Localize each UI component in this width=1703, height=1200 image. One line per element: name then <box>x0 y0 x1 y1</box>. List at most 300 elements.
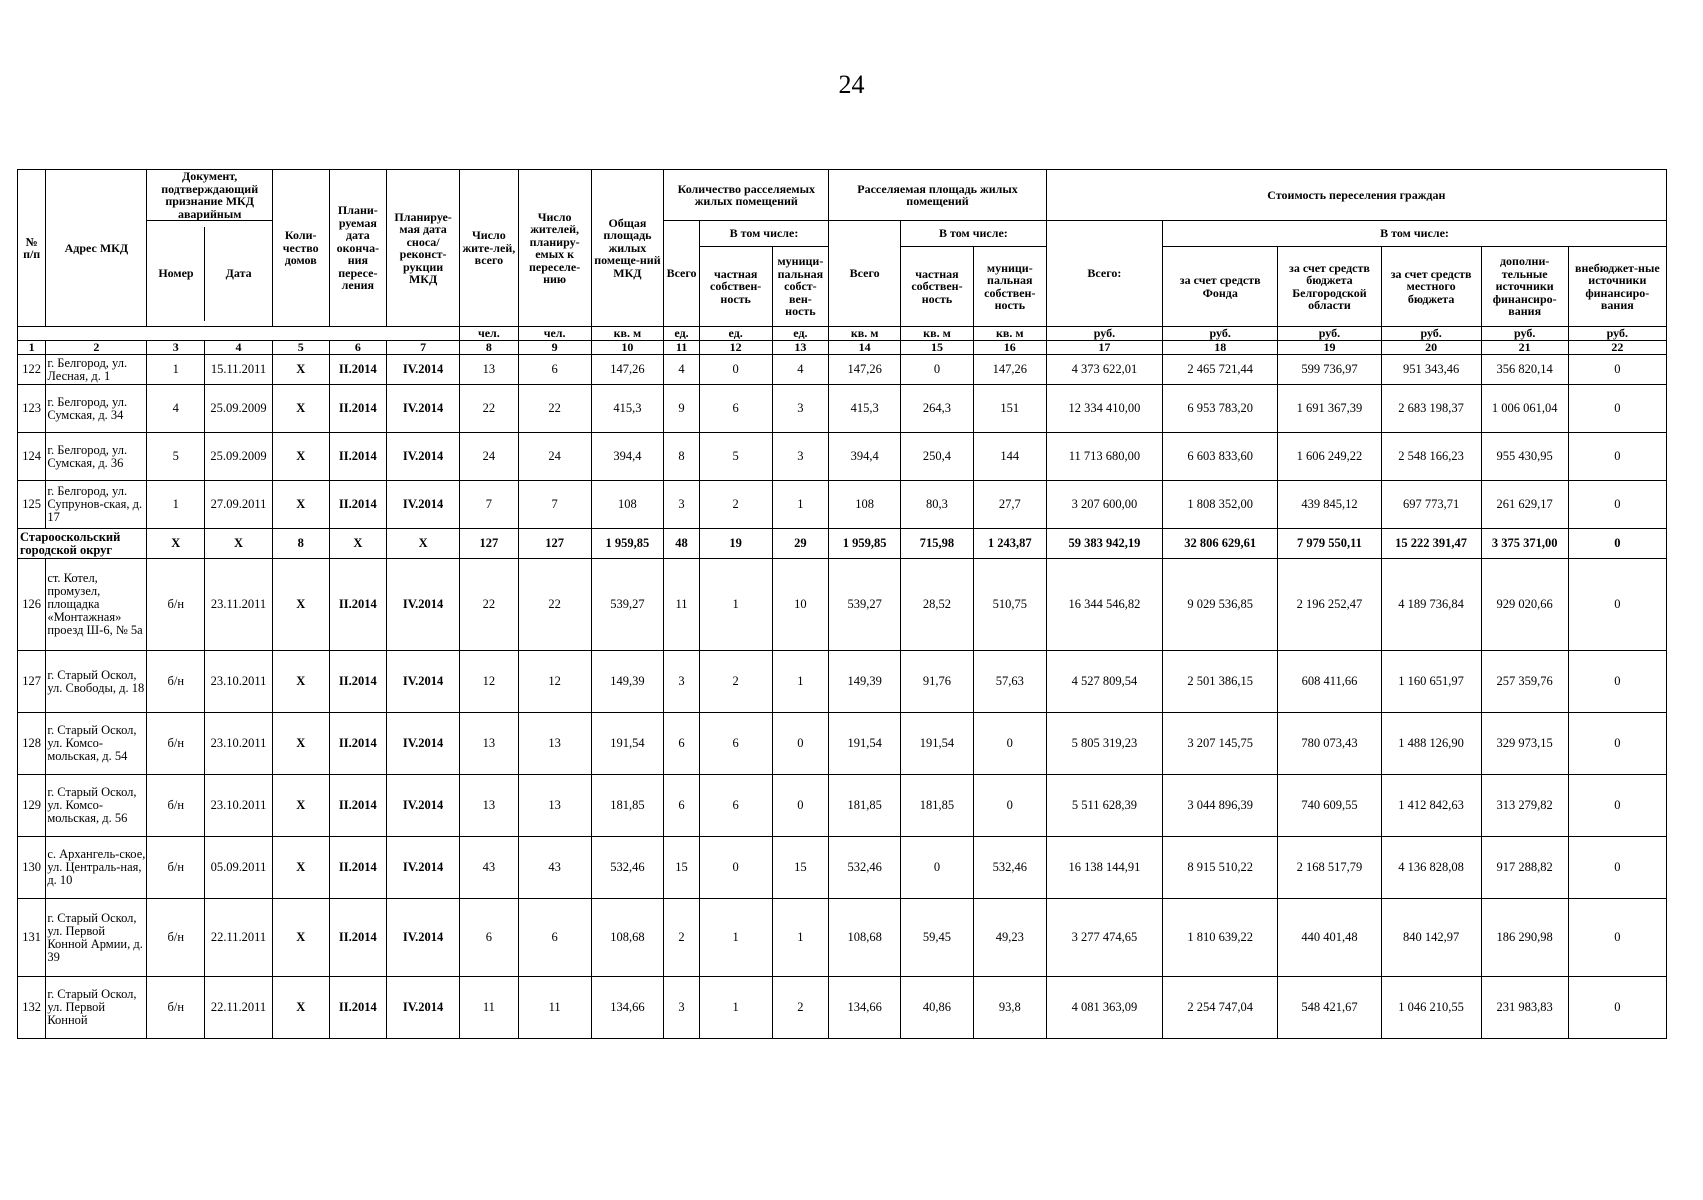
cell-demol: IV.2014 <box>387 899 460 977</box>
row-address: г. Белгород, ул. Супрунов-ская, д. 17 <box>46 481 147 529</box>
row-address: с. Архангель-ское, ул. Централь-ная, д. 10 <box>46 837 147 899</box>
cell-c-reg: 2 196 252,47 <box>1278 559 1381 651</box>
unit-cell: чел. <box>518 327 591 341</box>
column-number: 21 <box>1481 341 1568 355</box>
cell-end: II.2014 <box>329 977 387 1039</box>
cell-area: 191,54 <box>591 713 664 775</box>
header-area-municipal: муници-пальная собствен-ность <box>973 247 1046 327</box>
subtotal-demol: X <box>387 529 460 559</box>
cell-doc: б/н <box>147 837 205 899</box>
cell-c-loc: 4 136 828,08 <box>1381 837 1481 899</box>
cell-a-all: 108,68 <box>829 899 901 977</box>
unit-cell: руб. <box>1481 327 1568 341</box>
cell-p-mun: 10 <box>772 559 829 651</box>
subtotal-houses: 8 <box>272 529 329 559</box>
cell-c-off: 0 <box>1568 899 1666 977</box>
cell-houses: X <box>272 899 329 977</box>
cell-c-fund: 2 501 386,15 <box>1163 651 1278 713</box>
cell-p-all: 8 <box>664 433 699 481</box>
cell-a-mun: 532,46 <box>973 837 1046 899</box>
cell-res: 13 <box>460 355 519 385</box>
row-number: 131 <box>18 899 46 977</box>
header-area-total: Всего <box>829 221 901 327</box>
cell-a-priv: 181,85 <box>901 775 974 837</box>
column-number: 18 <box>1163 341 1278 355</box>
cell-doc: б/н <box>147 899 205 977</box>
cell-houses: X <box>272 775 329 837</box>
header-residents: Число жите-лей, всего <box>460 170 519 327</box>
column-number: 22 <box>1568 341 1666 355</box>
cell-date: 23.11.2011 <box>205 559 273 651</box>
cell-c-off: 0 <box>1568 481 1666 529</box>
cell-c-fund: 9 029 536,85 <box>1163 559 1278 651</box>
cell-c-off: 0 <box>1568 355 1666 385</box>
row-number: 128 <box>18 713 46 775</box>
cell-c-reg: 440 401,48 <box>1278 899 1381 977</box>
column-number: 10 <box>591 341 664 355</box>
cell-demol: IV.2014 <box>387 433 460 481</box>
column-number: 8 <box>460 341 519 355</box>
header-area-incl: В том числе: <box>901 221 1047 247</box>
cell-end: II.2014 <box>329 559 387 651</box>
unit-cell: руб. <box>1381 327 1481 341</box>
cell-c-loc: 1 046 210,55 <box>1381 977 1481 1039</box>
cell-demol: IV.2014 <box>387 977 460 1039</box>
row-number: 126 <box>18 559 46 651</box>
cell-c-off: 0 <box>1568 837 1666 899</box>
subtotal-p-mun: 29 <box>772 529 829 559</box>
cell-res-pl: 11 <box>518 977 591 1039</box>
column-number: 15 <box>901 341 974 355</box>
cell-demol: IV.2014 <box>387 559 460 651</box>
subtotal-a-all: 1 959,85 <box>829 529 901 559</box>
column-number: 16 <box>973 341 1046 355</box>
cell-demol: IV.2014 <box>387 481 460 529</box>
unit-cell: кв. м <box>591 327 664 341</box>
cell-a-mun: 147,26 <box>973 355 1046 385</box>
subtotal-name: Старооскольский городской округ <box>18 529 147 559</box>
header-doc-group: Документ, подтверждающий признание МКД аварийным <box>147 170 272 221</box>
table-row <box>18 433 1667 481</box>
header-cost-fund: за счет средств Фонда <box>1163 247 1278 327</box>
cell-a-priv: 80,3 <box>901 481 974 529</box>
cell-res: 24 <box>460 433 519 481</box>
cell-area: 108,68 <box>591 899 664 977</box>
subtotal-c-all: 59 383 942,19 <box>1046 529 1162 559</box>
cell-demol: IV.2014 <box>387 713 460 775</box>
cell-a-mun: 0 <box>973 775 1046 837</box>
cell-p-mun: 2 <box>772 977 829 1039</box>
row-address: г. Старый Оскол, ул. Свободы, д. 18 <box>46 651 147 713</box>
cell-c-fund: 6 603 833,60 <box>1163 433 1278 481</box>
cell-p-priv: 5 <box>699 433 772 481</box>
header-residents-planned: Число жителей, планиру-емых к переселе-нию <box>518 170 591 327</box>
row-number: 122 <box>18 355 46 385</box>
cell-p-mun: 0 <box>772 713 829 775</box>
cell-p-all: 2 <box>664 899 699 977</box>
subtotal-date: X <box>205 529 273 559</box>
subtotal-c-loc: 15 222 391,47 <box>1381 529 1481 559</box>
units-row <box>18 327 1667 341</box>
header-total-area: Общая площадь жилых помеще-ний МКД <box>591 170 664 327</box>
cell-c-extra: 1 006 061,04 <box>1481 385 1568 433</box>
cell-area: 415,3 <box>591 385 664 433</box>
cell-a-priv: 59,45 <box>901 899 974 977</box>
cell-a-all: 394,4 <box>829 433 901 481</box>
cell-p-priv: 1 <box>699 559 772 651</box>
cell-end: II.2014 <box>329 481 387 529</box>
cell-doc: 1 <box>147 355 205 385</box>
cell-c-extra: 356 820,14 <box>1481 355 1568 385</box>
cell-c-reg: 1 606 249,22 <box>1278 433 1381 481</box>
cell-p-all: 3 <box>664 481 699 529</box>
cell-area: 394,4 <box>591 433 664 481</box>
cell-a-all: 191,54 <box>829 713 901 775</box>
table-body <box>18 355 1667 1039</box>
cell-p-priv: 6 <box>699 385 772 433</box>
row-address: г. Белгород, ул. Сумская, д. 36 <box>46 433 147 481</box>
cell-p-mun: 0 <box>772 775 829 837</box>
header-premises-private: частная собствен-ность <box>699 247 772 327</box>
column-number: 14 <box>829 341 901 355</box>
cell-p-priv: 6 <box>699 713 772 775</box>
header-cost-total: Всего: <box>1046 221 1162 327</box>
cell-end: II.2014 <box>329 355 387 385</box>
cell-c-reg: 740 609,55 <box>1278 775 1381 837</box>
cell-doc: 5 <box>147 433 205 481</box>
row-number: 132 <box>18 977 46 1039</box>
cell-c-loc: 840 142,97 <box>1381 899 1481 977</box>
cell-p-mun: 3 <box>772 385 829 433</box>
cell-c-loc: 951 343,46 <box>1381 355 1481 385</box>
row-address: г. Белгород, ул. Лесная, д. 1 <box>46 355 147 385</box>
cell-demol: IV.2014 <box>387 385 460 433</box>
cell-c-fund: 2 465 721,44 <box>1163 355 1278 385</box>
cell-a-priv: 91,76 <box>901 651 974 713</box>
cell-doc: б/н <box>147 775 205 837</box>
subtotal-p-all: 48 <box>664 529 699 559</box>
table-row <box>18 385 1667 433</box>
column-number: 11 <box>664 341 699 355</box>
cell-c-fund: 6 953 783,20 <box>1163 385 1278 433</box>
column-number: 6 <box>329 341 387 355</box>
cell-p-priv: 1 <box>699 899 772 977</box>
header-area-private: частная собствен-ность <box>901 247 974 327</box>
row-number: 129 <box>18 775 46 837</box>
cell-res-pl: 6 <box>518 899 591 977</box>
cell-c-reg: 2 168 517,79 <box>1278 837 1381 899</box>
cell-end: II.2014 <box>329 899 387 977</box>
unit-cell: руб. <box>1278 327 1381 341</box>
row-address: г. Старый Оскол, ул. Первой Конной <box>46 977 147 1039</box>
cell-c-off: 0 <box>1568 651 1666 713</box>
header-planned-end: Плани-руемая дата оконча-ния пересе-ления <box>329 170 387 327</box>
row-number: 124 <box>18 433 46 481</box>
cell-end: II.2014 <box>329 651 387 713</box>
cell-p-all: 9 <box>664 385 699 433</box>
cell-houses: X <box>272 355 329 385</box>
cell-p-priv: 0 <box>699 837 772 899</box>
cell-date: 23.10.2011 <box>205 775 273 837</box>
unit-cell: ед. <box>664 327 699 341</box>
cell-a-all: 539,27 <box>829 559 901 651</box>
subtotal-a-mun: 1 243,87 <box>973 529 1046 559</box>
cell-c-fund: 2 254 747,04 <box>1163 977 1278 1039</box>
cell-c-all: 16 344 546,82 <box>1046 559 1162 651</box>
header-houses-count: Коли-чество домов <box>272 170 329 327</box>
cell-houses: X <box>272 713 329 775</box>
column-number: 7 <box>387 341 460 355</box>
cell-date: 25.09.2009 <box>205 433 273 481</box>
cell-c-off: 0 <box>1568 385 1666 433</box>
cell-c-off: 0 <box>1568 559 1666 651</box>
cell-a-mun: 144 <box>973 433 1046 481</box>
cell-c-loc: 2 683 198,37 <box>1381 385 1481 433</box>
cell-c-loc: 1 412 842,63 <box>1381 775 1481 837</box>
cell-houses: X <box>272 385 329 433</box>
cell-c-extra: 261 629,17 <box>1481 481 1568 529</box>
cell-a-mun: 151 <box>973 385 1046 433</box>
column-number: 9 <box>518 341 591 355</box>
cell-date: 15.11.2011 <box>205 355 273 385</box>
table-row <box>18 481 1667 529</box>
cell-a-priv: 28,52 <box>901 559 974 651</box>
cell-c-extra: 313 279,82 <box>1481 775 1568 837</box>
subtotal-row <box>18 529 1667 559</box>
header-doc-date: Дата <box>225 266 252 281</box>
cell-a-mun: 27,7 <box>973 481 1046 529</box>
cell-a-priv: 191,54 <box>901 713 974 775</box>
cell-p-priv: 6 <box>699 775 772 837</box>
cell-res-pl: 13 <box>518 775 591 837</box>
cell-res: 7 <box>460 481 519 529</box>
header-doc-number <box>147 221 272 327</box>
table-row <box>18 775 1667 837</box>
cell-date: 05.09.2011 <box>205 837 273 899</box>
cell-a-all: 147,26 <box>829 355 901 385</box>
unit-cell: ед. <box>699 327 772 341</box>
subtotal-area: 1 959,85 <box>591 529 664 559</box>
header-address: Адрес МКД <box>46 170 147 327</box>
row-address: г. Белгород, ул. Сумская, д. 34 <box>46 385 147 433</box>
cell-res-pl: 22 <box>518 385 591 433</box>
column-number: 13 <box>772 341 829 355</box>
cell-c-fund: 8 915 510,22 <box>1163 837 1278 899</box>
unit-cell: кв. м <box>901 327 974 341</box>
cell-doc: б/н <box>147 559 205 651</box>
cell-area: 539,27 <box>591 559 664 651</box>
cell-c-extra: 917 288,82 <box>1481 837 1568 899</box>
cell-c-reg: 780 073,43 <box>1278 713 1381 775</box>
unit-cell: ед. <box>772 327 829 341</box>
cell-c-fund: 3 044 896,39 <box>1163 775 1278 837</box>
cell-date: 25.09.2009 <box>205 385 273 433</box>
cell-p-mun: 4 <box>772 355 829 385</box>
table-row <box>18 559 1667 651</box>
cell-p-priv: 2 <box>699 481 772 529</box>
header-cost-offbudget: внебюджет-ные источники финансиро-вания <box>1568 247 1666 327</box>
column-number: 2 <box>46 341 147 355</box>
unit-cell: кв. м <box>829 327 901 341</box>
cell-c-loc: 697 773,71 <box>1381 481 1481 529</box>
column-number: 5 <box>272 341 329 355</box>
subtotal-c-off: 0 <box>1568 529 1666 559</box>
cell-p-mun: 1 <box>772 899 829 977</box>
header-num: № п/п <box>18 170 46 327</box>
header-cost-incl: В том числе: <box>1163 221 1667 247</box>
cell-p-all: 6 <box>664 713 699 775</box>
cell-a-mun: 510,75 <box>973 559 1046 651</box>
cell-c-off: 0 <box>1568 775 1666 837</box>
cell-res-pl: 24 <box>518 433 591 481</box>
cell-date: 23.10.2011 <box>205 713 273 775</box>
cell-c-all: 3 277 474,65 <box>1046 899 1162 977</box>
row-address: г. Старый Оскол, ул. Комсо-мольская, д. 56 <box>46 775 147 837</box>
header-cost-local: за счет средств местного бюджета <box>1381 247 1481 327</box>
cell-area: 149,39 <box>591 651 664 713</box>
cell-res: 13 <box>460 713 519 775</box>
subtotal-c-fund: 32 806 629,61 <box>1163 529 1278 559</box>
cell-res: 43 <box>460 837 519 899</box>
cell-res-pl: 7 <box>518 481 591 529</box>
cell-res: 22 <box>460 559 519 651</box>
row-address: ст. Котел, промузел, площадка «Монтажная» проезд Ш-6, № 5а <box>46 559 147 651</box>
cell-end: II.2014 <box>329 433 387 481</box>
cell-a-priv: 40,86 <box>901 977 974 1039</box>
cell-a-all: 149,39 <box>829 651 901 713</box>
cell-area: 532,46 <box>591 837 664 899</box>
cell-p-mun: 15 <box>772 837 829 899</box>
subtotal-res-pl: 127 <box>518 529 591 559</box>
cell-c-all: 4 081 363,09 <box>1046 977 1162 1039</box>
unit-cell: чел. <box>460 327 519 341</box>
cell-a-priv: 250,4 <box>901 433 974 481</box>
column-number: 3 <box>147 341 205 355</box>
cell-a-mun: 57,63 <box>973 651 1046 713</box>
cell-doc: б/н <box>147 977 205 1039</box>
cell-res: 22 <box>460 385 519 433</box>
cell-end: II.2014 <box>329 385 387 433</box>
cell-date: 22.11.2011 <box>205 899 273 977</box>
cell-a-priv: 0 <box>901 837 974 899</box>
cell-c-reg: 439 845,12 <box>1278 481 1381 529</box>
header-doc-number-label: Номер <box>147 227 205 321</box>
column-number: 19 <box>1278 341 1381 355</box>
table-row <box>18 899 1667 977</box>
cell-c-extra: 329 973,15 <box>1481 713 1568 775</box>
cell-demol: IV.2014 <box>387 775 460 837</box>
header-planned-demolition: Планируе-мая дата сноса/ реконст-рукции МКД <box>387 170 460 327</box>
cell-a-mun: 93,8 <box>973 977 1046 1039</box>
cell-doc: б/н <box>147 713 205 775</box>
table-row <box>18 355 1667 385</box>
cell-res: 6 <box>460 899 519 977</box>
page-number: 24 <box>838 70 865 99</box>
cell-a-all: 532,46 <box>829 837 901 899</box>
cell-p-all: 11 <box>664 559 699 651</box>
cell-c-loc: 1 488 126,90 <box>1381 713 1481 775</box>
cell-c-fund: 1 808 352,00 <box>1163 481 1278 529</box>
row-number: 123 <box>18 385 46 433</box>
cell-area: 108 <box>591 481 664 529</box>
cell-c-all: 4 373 622,01 <box>1046 355 1162 385</box>
cell-c-all: 16 138 144,91 <box>1046 837 1162 899</box>
cell-res: 13 <box>460 775 519 837</box>
table-row <box>18 713 1667 775</box>
cell-c-reg: 599 736,97 <box>1278 355 1381 385</box>
cell-p-priv: 1 <box>699 977 772 1039</box>
cell-p-mun: 3 <box>772 433 829 481</box>
cell-houses: X <box>272 651 329 713</box>
row-number: 125 <box>18 481 46 529</box>
cell-c-extra: 257 359,76 <box>1481 651 1568 713</box>
cell-res-pl: 22 <box>518 559 591 651</box>
cell-c-fund: 1 810 639,22 <box>1163 899 1278 977</box>
header-cost-region: за счет средств бюджета Белгородской области <box>1278 247 1381 327</box>
header-premises-group: Количество расселяемых жилых помещений <box>664 170 829 221</box>
subtotal-end: X <box>329 529 387 559</box>
cell-c-all: 4 527 809,54 <box>1046 651 1162 713</box>
cell-a-priv: 0 <box>901 355 974 385</box>
cell-demol: IV.2014 <box>387 651 460 713</box>
subtotal-res: 127 <box>460 529 519 559</box>
cell-res-pl: 12 <box>518 651 591 713</box>
cell-c-all: 12 334 410,00 <box>1046 385 1162 433</box>
cell-demol: IV.2014 <box>387 837 460 899</box>
cell-c-loc: 4 189 736,84 <box>1381 559 1481 651</box>
cell-date: 27.09.2011 <box>205 481 273 529</box>
cell-c-all: 11 713 680,00 <box>1046 433 1162 481</box>
cell-area: 181,85 <box>591 775 664 837</box>
column-number: 17 <box>1046 341 1162 355</box>
cell-c-extra: 186 290,98 <box>1481 899 1568 977</box>
header-cost-extra: дополни-тельные источники финансиро-вания <box>1481 247 1568 327</box>
cell-res-pl: 6 <box>518 355 591 385</box>
subtotal-p-priv: 19 <box>699 529 772 559</box>
cell-houses: X <box>272 433 329 481</box>
row-address: г. Старый Оскол, ул. Первой Конной Армии, д. 39 <box>46 899 147 977</box>
header-premises-municipal: муници-пальная собст-вен-ность <box>772 247 829 327</box>
cell-a-mun: 49,23 <box>973 899 1046 977</box>
cell-c-reg: 1 691 367,39 <box>1278 385 1381 433</box>
cell-res: 12 <box>460 651 519 713</box>
cell-a-all: 181,85 <box>829 775 901 837</box>
cell-end: II.2014 <box>329 775 387 837</box>
cell-res-pl: 13 <box>518 713 591 775</box>
cell-a-priv: 264,3 <box>901 385 974 433</box>
cell-p-mun: 1 <box>772 651 829 713</box>
cell-c-reg: 548 421,67 <box>1278 977 1381 1039</box>
subtotal-doc: X <box>147 529 205 559</box>
subtotal-c-reg: 7 979 550,11 <box>1278 529 1381 559</box>
row-address: г. Старый Оскол, ул. Комсо-мольская, д. 54 <box>46 713 147 775</box>
column-numbers-row <box>18 341 1667 355</box>
cell-c-all: 5 805 319,23 <box>1046 713 1162 775</box>
row-number: 130 <box>18 837 46 899</box>
cell-houses: X <box>272 837 329 899</box>
column-number: 20 <box>1381 341 1481 355</box>
cell-p-mun: 1 <box>772 481 829 529</box>
cell-p-priv: 2 <box>699 651 772 713</box>
cell-c-reg: 608 411,66 <box>1278 651 1381 713</box>
cell-area: 147,26 <box>591 355 664 385</box>
cell-c-all: 5 511 628,39 <box>1046 775 1162 837</box>
cell-c-off: 0 <box>1568 713 1666 775</box>
cell-end: II.2014 <box>329 837 387 899</box>
cell-c-loc: 2 548 166,23 <box>1381 433 1481 481</box>
cell-p-priv: 0 <box>699 355 772 385</box>
cell-doc: 4 <box>147 385 205 433</box>
